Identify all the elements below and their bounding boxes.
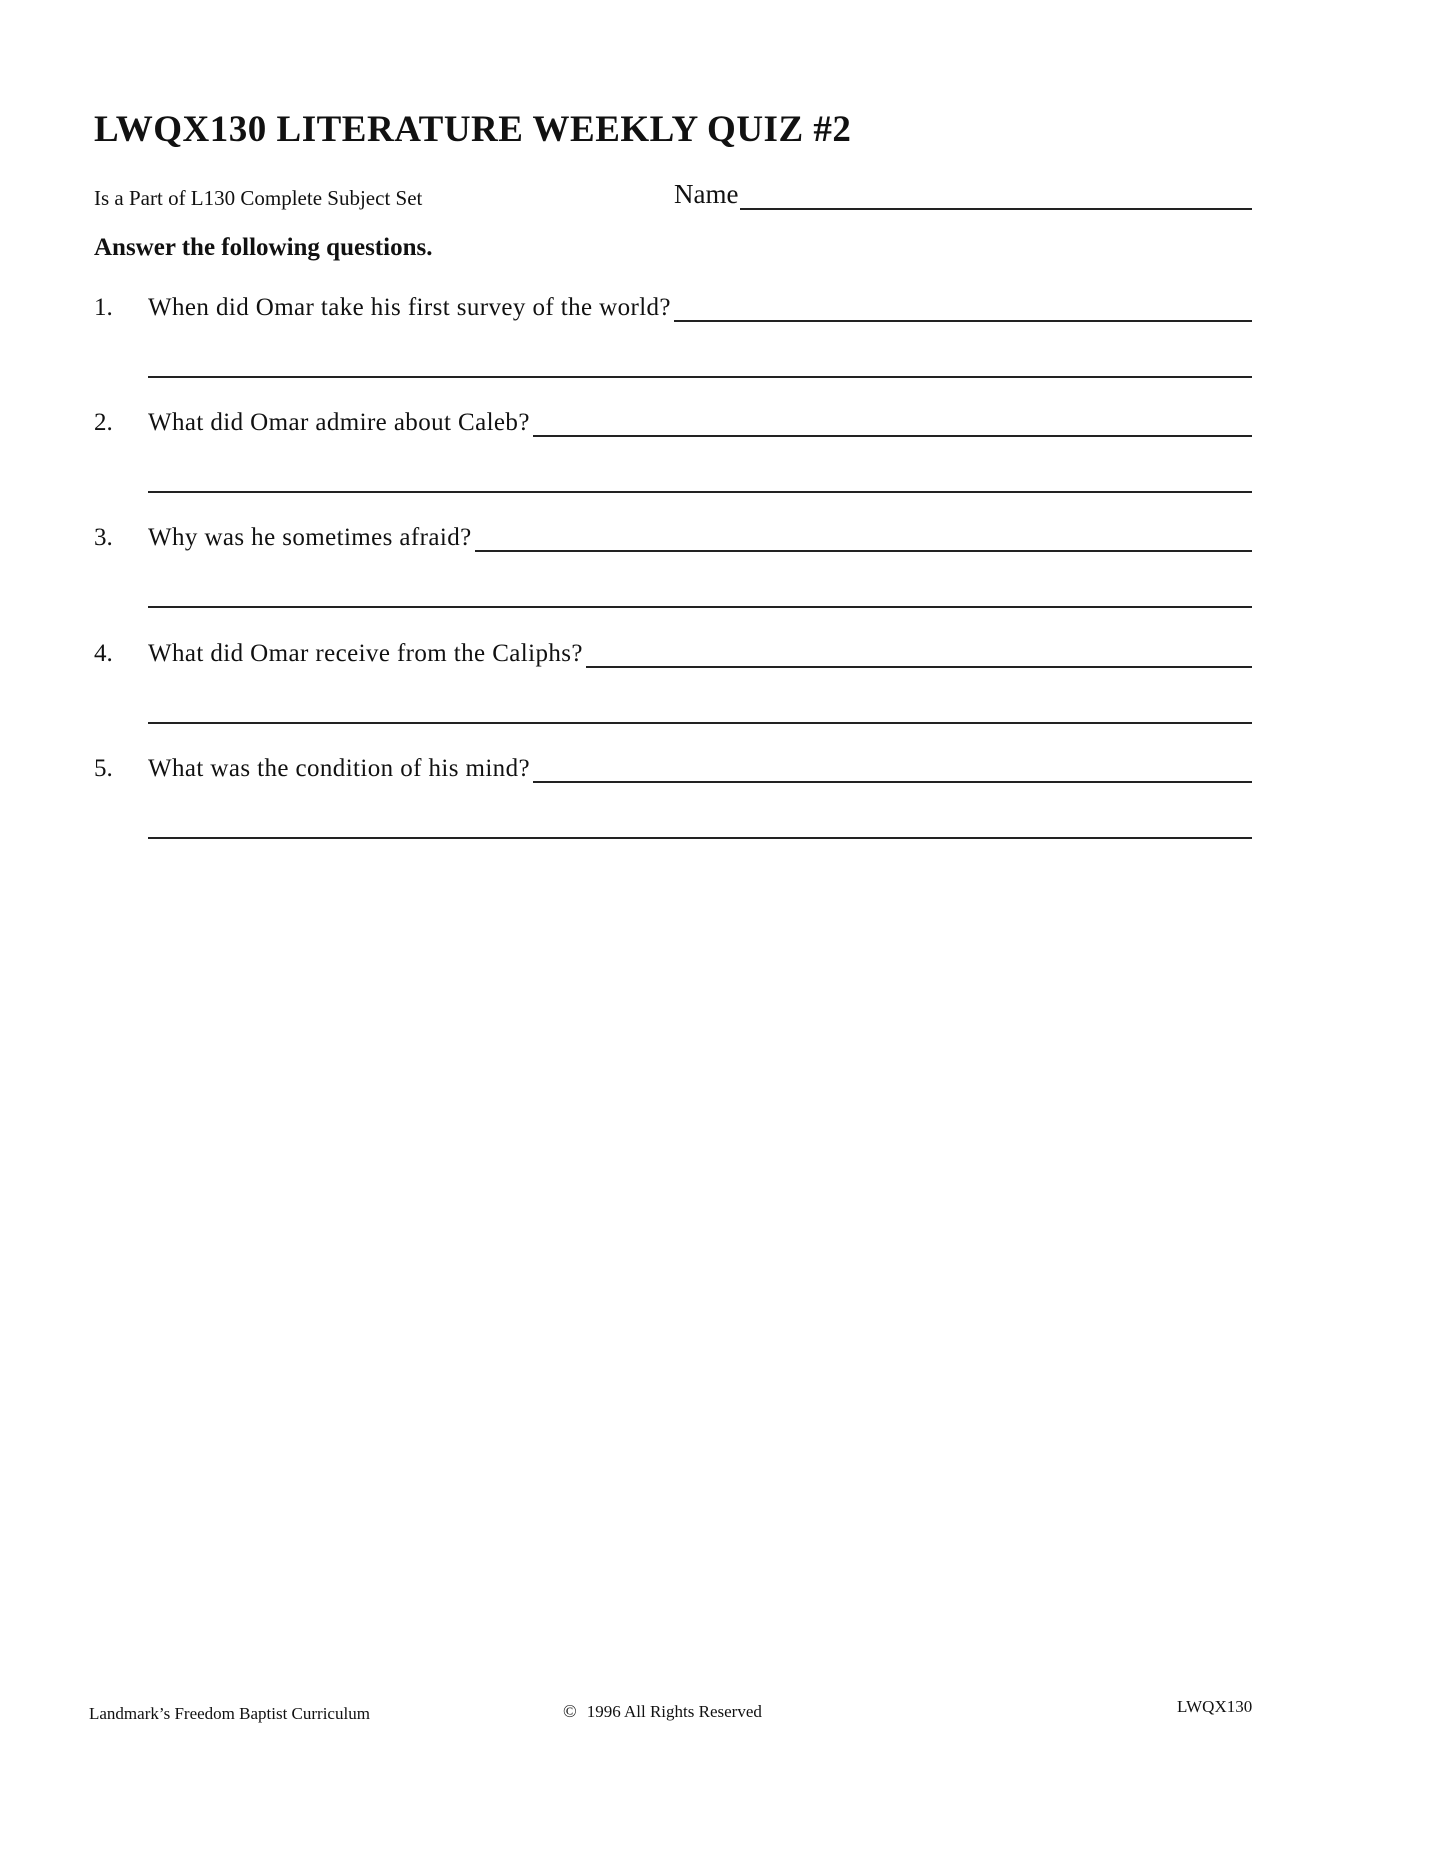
page-title: LWQX130 LITERATURE WEEKLY QUIZ #2	[94, 109, 852, 150]
question-text: When did Omar take his first survey of the world?	[148, 294, 671, 321]
name-field[interactable]	[674, 179, 1252, 210]
footer-copyright	[563, 1701, 762, 1722]
name-label: Name	[674, 179, 739, 209]
answer-blank-line[interactable]	[148, 376, 1252, 378]
question-1	[94, 286, 1252, 378]
question-text: Why was he sometimes afraid?	[148, 524, 472, 551]
question-5	[94, 747, 1252, 839]
answer-blank-line[interactable]	[148, 491, 1252, 493]
answer-blank-line[interactable]	[674, 290, 1252, 322]
question-text: What did Omar receive from the Caliphs?	[148, 640, 583, 667]
answer-blank-line[interactable]	[533, 751, 1252, 783]
copyright-icon: ©	[563, 1701, 577, 1721]
answer-blank-line[interactable]	[475, 520, 1252, 552]
footer-copyright-text: 1996 All Rights Reserved	[586, 1702, 762, 1721]
answer-blank-line[interactable]	[586, 636, 1252, 668]
question-number: 3.	[94, 524, 113, 551]
answer-blank-line[interactable]	[148, 722, 1252, 724]
question-number: 2.	[94, 409, 113, 436]
question-number: 4.	[94, 640, 113, 667]
question-2	[94, 401, 1252, 493]
question-text: What was the condition of his mind?	[148, 755, 530, 782]
question-text: What did Omar admire about Caleb?	[148, 409, 530, 436]
answer-blank-line[interactable]	[148, 606, 1252, 608]
answer-blank-line[interactable]	[533, 405, 1252, 437]
footer-publisher: Landmark’s Freedom Baptist Curriculum	[89, 1704, 370, 1723]
footer-code: LWQX130	[1177, 1697, 1253, 1716]
question-number: 5.	[94, 755, 113, 782]
question-4	[94, 632, 1252, 724]
instructions: Answer the following questions.	[94, 234, 433, 261]
answer-blank-line[interactable]	[148, 837, 1252, 839]
question-number: 1.	[94, 294, 113, 321]
question-3	[94, 516, 1252, 608]
subject-set-note: Is a Part of L130 Complete Subject Set	[94, 186, 423, 210]
name-blank-line[interactable]	[740, 180, 1252, 210]
